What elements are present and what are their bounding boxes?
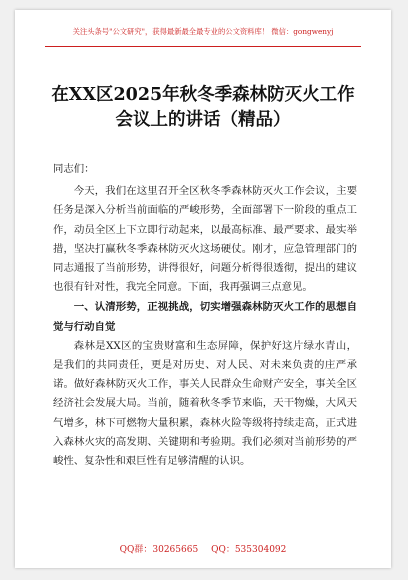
document-body [53,160,357,471]
document-title: 在XX区2025年秋冬季森林防灭火工作会议上的讲话（精品） [51,85,355,130]
qq-text: QQ：535304092 [211,545,287,555]
header-note: 关注头条号"公文研究"，获得最新最全最专业的公文资料库！ 微信：gongwenyj [72,27,334,36]
greeting: 同志们： [53,163,95,175]
qq-group-text: QQ群：30265665 [119,545,199,555]
paragraph-section-1: 森林是XX区的宝贵财富和生态屏障，保护好这片绿水青山，是我们的共同责任，更是对历史、对人民、对未来负责的庄严承诺。做好森林防灭火工作，事关人民群众生命财产安全，事关全区经济社会发展大局。当前，随着秋冬季节来临，天干物燥，大风天气增多，林下可燃物大量积累，森林火险等级将持续走高，正式进入森林火灾的高发期、关键期和考验期。我们必须对当前形势的严峻性、复杂性和艰巨性有足够清醒的认识。 [53,339,357,468]
paragraph-intro: 今天，我们在这里召开全区秋冬季森林防灭火工作会议，主要任务是深入分析当前面临的严峻形势，全面部署下一阶段的重点工作，动员全区上下立即行动起来，以最高标准、最严要求、最实举措，坚决打赢秋冬季森林防灭火这场硬仗。刚才，应急管理部门的同志通报了当前形势，讲得很好，问题分析得很透彻，提出的建议也很有针对性，我完全同意。下面，我再强调三点意见。 [53,185,357,294]
document-page [15,10,391,568]
footer-contact [15,542,391,555]
section-heading-1: 一、认清形势，正视挑战，切实增强森林防灭火工作的思想自觉与行动自觉 [53,301,357,333]
header-divider [45,46,361,47]
